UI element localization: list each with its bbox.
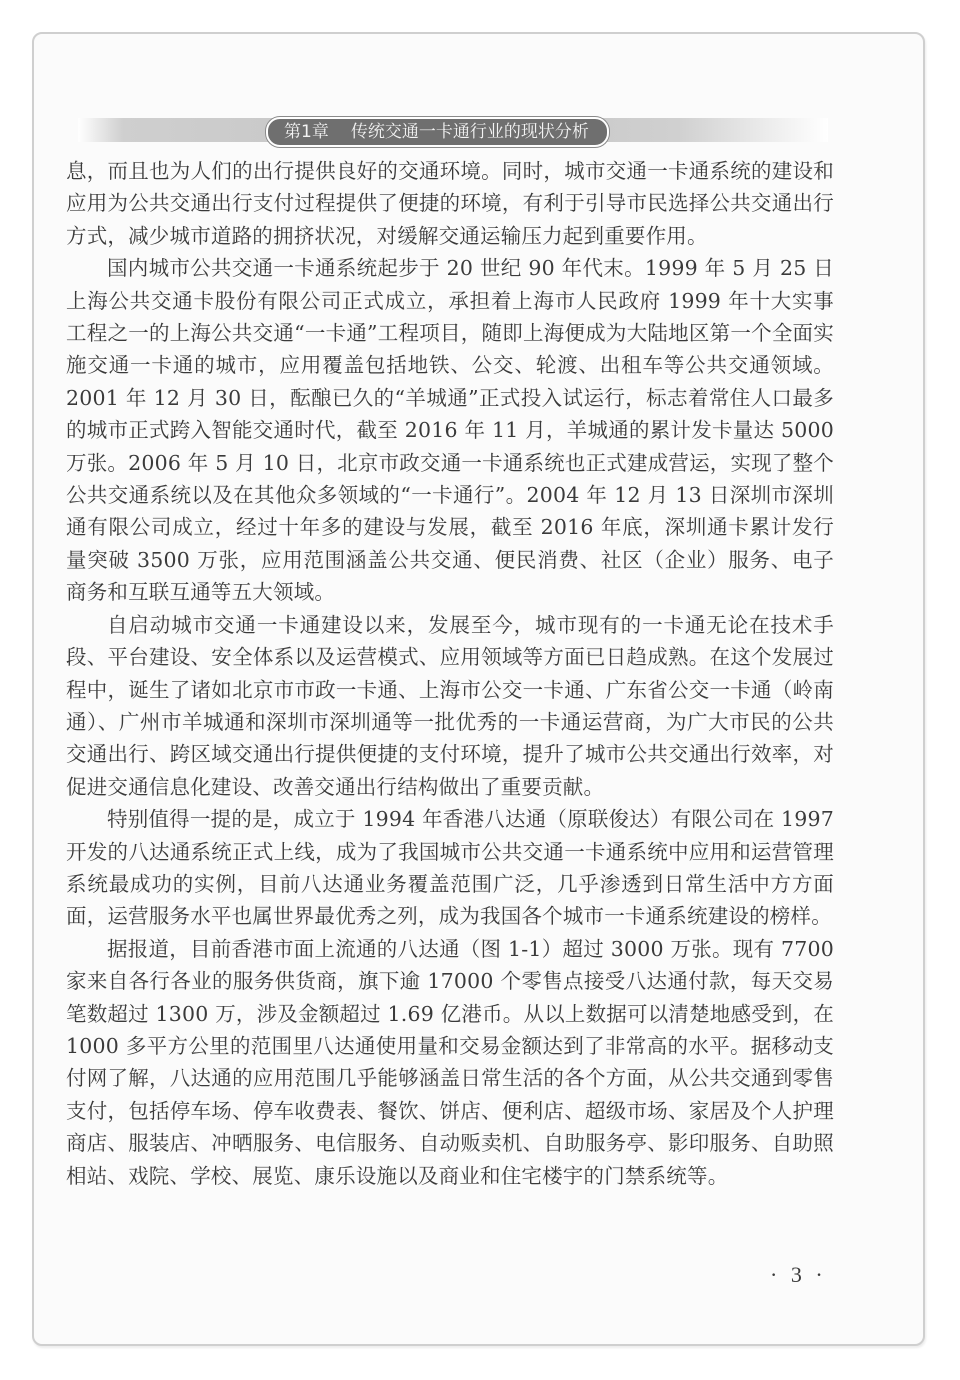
paragraph-4: 特别值得一提的是，成立于 1994 年香港八达通（原联俊达）有限公司在 1997 开发的八达通系统正式上线，成为了我国城市公共交通一卡通系统中应用和运营管理系统最成功的实例，目前八达通业务覆盖范围广泛，几乎渗透到日常生活中方方面面，运营服务水平也属世界最优秀之列，成为我国各个城市一卡通系统建设的榜样。 (66, 807, 834, 929)
chapter-number: 第1章 (284, 122, 329, 142)
paragraph-3: 自启动城市交通一卡通建设以来，发展至今，城市现有的一卡通无论在技术手段、平台建设、安全体系以及运营模式、应用领域等方面已日趋成熟。在这个发展过程中，诞生了诸如北京市市政一卡通、上海市公交一卡通、广东省公交一卡通（岭南通）、广州市羊城通和深圳市深圳通等一批优秀的一卡通运营商，为广大市民的公共交通出行、跨区域交通出行提供便捷的支付环境，提升了城市公共交通出行效率，对促进交通信息化建设、改善交通出行结构做出了重要贡献。 (66, 612, 834, 799)
paragraph-5: 据报道，目前香港市面上流通的八达通（图 1-1）超过 3000 万张。现有 7700 家来自各行各业的服务供货商，旗下逾 17000 个零售点接受八达通付款，每天交易笔数超过 1300 万，涉及金额超过 1.69 亿港币。从以上数据可以清楚地感受到，在 1000 多平方公里的范围里八达通使用量和交易金额达到了非常高的水平。据移动支付网了解，八达通的应用范围几乎能够涵盖日常生活的各个方面，从公共交通到零售支付，包括停车场、停车收费表、餐饮、饼店、便利店、超级市场、家居及个人护理商店、服装店、冲晒服务、电信服务、自动贩卖机、自助服务亭、影印服务、自助照相站、戏院、学校、展览、康乐设施以及商业和住宅楼宇的门禁系统等。 (66, 936, 834, 1188)
chapter-title: 传统交通一卡通行业的现状分析 (350, 122, 589, 142)
running-header-chapter-label (266, 117, 609, 147)
paragraph-2: 国内城市公共交通一卡通系统起步于 20 世纪 90 年代末。1999 年 5 月 25 日上海公共交通卡股份有限公司正式成立，承担着上海市人民政府 1999 年十大实事工程之一的上海公共交通“一卡通”工程项目，随即上海便成为大陆地区第一个全面实施交通一卡通的城市，应用覆盖包括地铁、公交、轮渡、出租车等公共交通领域。2001 年 12 月 30 日，酝酿已久的“羊城通”正式投入试运行，标志着常住人口最多的城市正式跨入智能交通时代，截至 2016 年 11 月，羊城通的累计发卡量达 5000 万张。2006 年 5 月 10 日，北京市政交通一卡通系统也正式建成营运，实现了整个公共交通系统以及在其他众多领域的“一卡通行”。2004 年 12 月 13 日深圳市深圳通有限公司成立，经过十年多的建设与发展，截至 2016 年底，深圳通卡累计发行量突破 3500 万张，应用范围涵盖公共交通、便民消费、社区（企业）服务、电子商务和互联互通等五大领域。 (66, 256, 834, 605)
paragraph-1: 息，而且也为人们的出行提供良好的交通环境。同时，城市交通一卡通系统的建设和应用为公共交通出行支付过程提供了便捷的环境，有利于引导市民选择公共交通出行方式，减少城市道路的拥挤状况，对缓解交通运输压力起到重要作用。 (66, 159, 834, 248)
page-number: · 3 · (770, 1262, 827, 1287)
body-text (66, 155, 834, 1192)
